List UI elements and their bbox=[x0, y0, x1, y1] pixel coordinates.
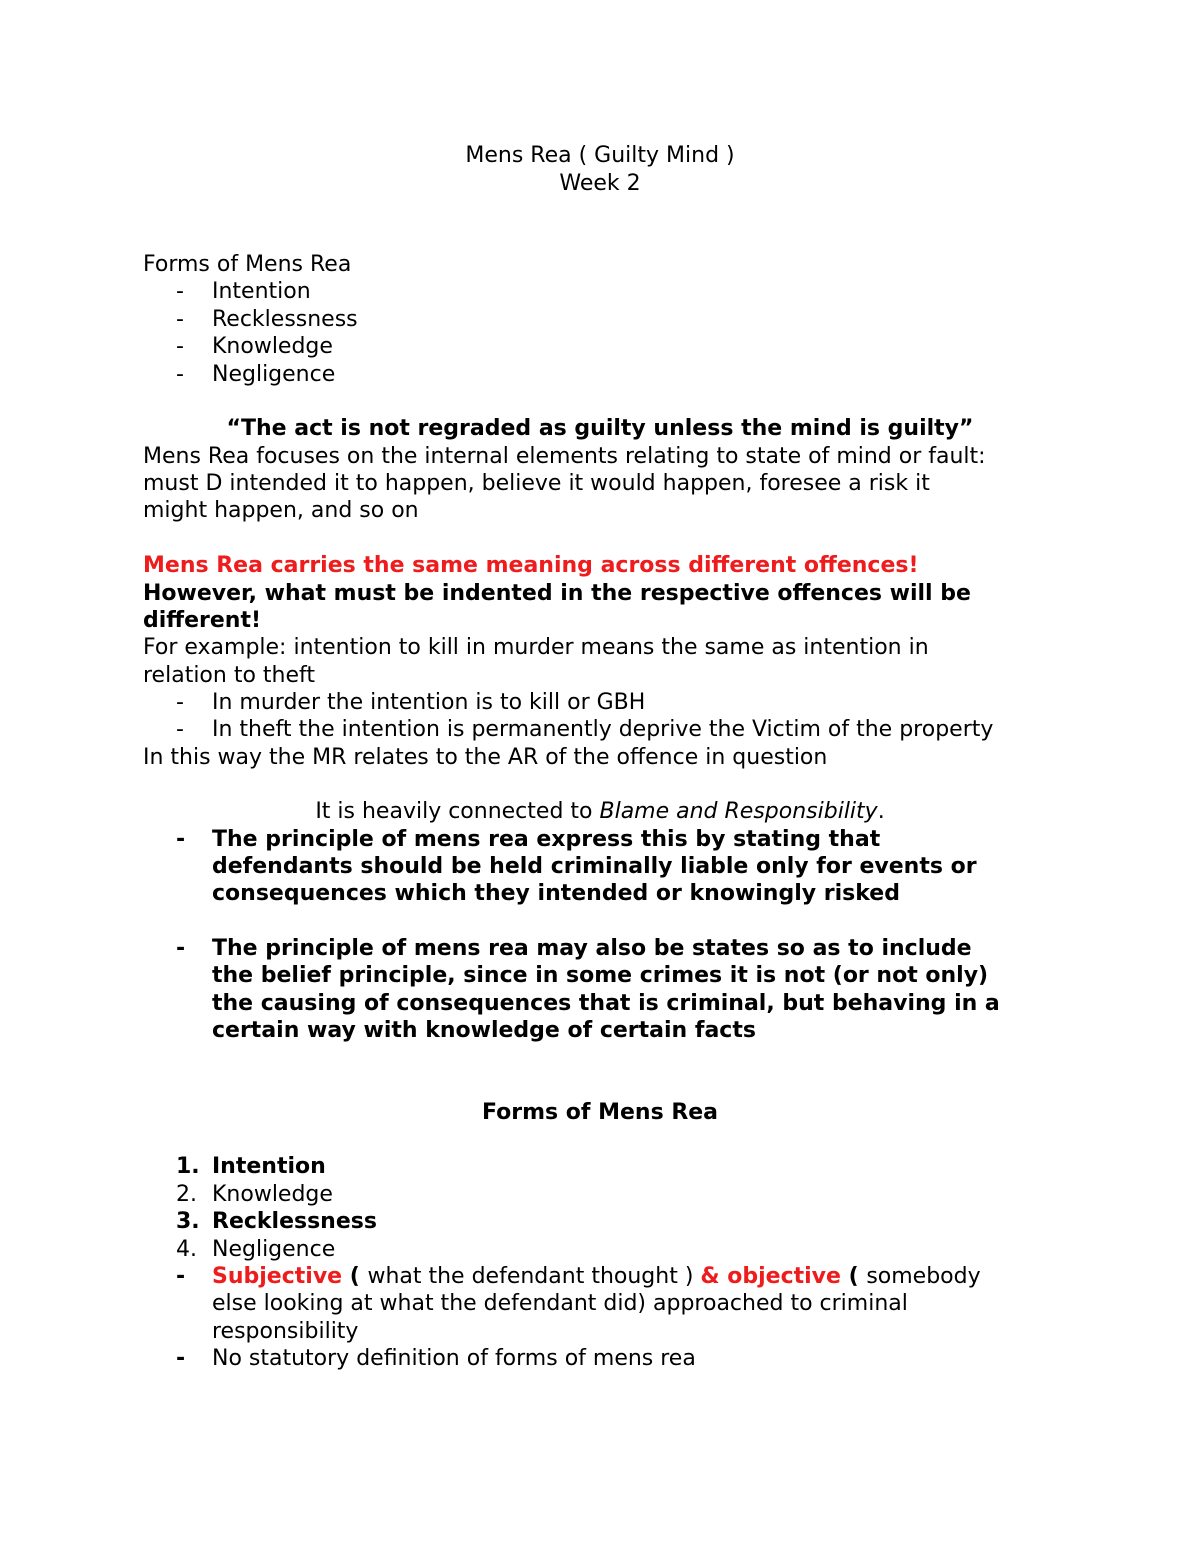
forms-item: Knowledge bbox=[212, 334, 333, 359]
blame-italic: Blame and Responsibility bbox=[599, 799, 878, 824]
bullet-dash: - bbox=[176, 690, 184, 715]
bullet-dash: - bbox=[176, 717, 184, 742]
forms-item: Recklessness bbox=[212, 307, 358, 332]
paren-open: ( bbox=[840, 1264, 867, 1289]
numbered-item: Recklessness bbox=[212, 1209, 377, 1234]
quote: “The act is not regraded as guilty unless the mind is guilty” bbox=[226, 416, 974, 441]
list-number: 1. bbox=[176, 1154, 200, 1179]
example-line: relation to theft bbox=[143, 663, 315, 688]
focus-line: might happen, and so on bbox=[143, 498, 419, 523]
principle-line: the belief principle, since in some crimes it is not (or not only) bbox=[212, 963, 989, 988]
forms-heading-2: Forms of Mens Rea bbox=[481, 1100, 719, 1125]
principle-line: defendants should be held criminally liable only for events or bbox=[212, 854, 977, 879]
however-line: different! bbox=[143, 608, 262, 633]
blame-line bbox=[0, 798, 1200, 825]
subjective-word: Subjective bbox=[212, 1264, 343, 1289]
principle-line: The principle of mens rea may also be states so as to include bbox=[212, 936, 972, 961]
principle-line: the causing of consequences that is criminal, but behaving in a bbox=[212, 991, 1000, 1016]
blame-suffix: . bbox=[877, 799, 885, 824]
list-number: 3. bbox=[176, 1209, 200, 1234]
red-statement: Mens Rea carries the same meaning across different offences! bbox=[143, 553, 919, 578]
relation-line: In this way the MR relates to the AR of the offence in question bbox=[143, 745, 828, 770]
objective-word: & objective bbox=[700, 1264, 841, 1289]
principle-line: certain way with knowledge of certain facts bbox=[212, 1018, 756, 1043]
page-title: Mens Rea ( Guilty Mind ) bbox=[465, 143, 735, 168]
bullet-dash: - bbox=[176, 307, 184, 332]
numbered-item: Knowledge bbox=[212, 1182, 333, 1207]
focus-line: must D intended it to happen, believe it would happen, foresee a risk it bbox=[143, 471, 930, 496]
approach-line bbox=[212, 1263, 981, 1290]
blame-prefix: It is heavily connected to bbox=[315, 799, 600, 824]
numbered-item: Negligence bbox=[212, 1237, 336, 1262]
page-subtitle: Week 2 bbox=[559, 171, 641, 196]
numbered-item: Intention bbox=[212, 1154, 326, 1179]
list-number: 4. bbox=[176, 1237, 197, 1262]
bullet-dash: - bbox=[176, 1264, 186, 1289]
bullet-dash: - bbox=[176, 1346, 186, 1371]
however-line: However, what must be indented in the respective offences will be bbox=[143, 581, 971, 606]
approach-line: else looking at what the defendant did) approached to criminal bbox=[212, 1291, 908, 1316]
subjective-desc: what the defendant thought ) bbox=[367, 1264, 701, 1289]
bullet-dash: - bbox=[176, 362, 184, 387]
example-line: For example: intention to kill in murder means the same as intention in bbox=[143, 635, 929, 660]
example-bullet: In theft the intention is permanently deprive the Victim of the property bbox=[212, 717, 994, 742]
example-bullet: In murder the intention is to kill or GBH bbox=[212, 690, 646, 715]
objective-desc: somebody bbox=[866, 1264, 981, 1289]
paren-open: ( bbox=[342, 1264, 368, 1289]
forms-item: Negligence bbox=[212, 362, 336, 387]
principle-line: consequences which they intended or knowingly risked bbox=[212, 881, 900, 906]
list-number: 2. bbox=[176, 1182, 197, 1207]
bullet-dash: - bbox=[176, 936, 186, 961]
bullet-dash: - bbox=[176, 279, 184, 304]
statutory-line: No statutory definition of forms of mens rea bbox=[212, 1346, 696, 1371]
bullet-dash: - bbox=[176, 827, 186, 852]
principle-line: The principle of mens rea express this by stating that bbox=[212, 827, 881, 852]
approach-line: responsibility bbox=[212, 1319, 359, 1344]
forms-heading: Forms of Mens Rea bbox=[143, 252, 352, 277]
forms-item: Intention bbox=[212, 279, 311, 304]
bullet-dash: - bbox=[176, 334, 184, 359]
focus-line: Mens Rea focuses on the internal elements relating to state of mind or fault: bbox=[143, 444, 986, 469]
